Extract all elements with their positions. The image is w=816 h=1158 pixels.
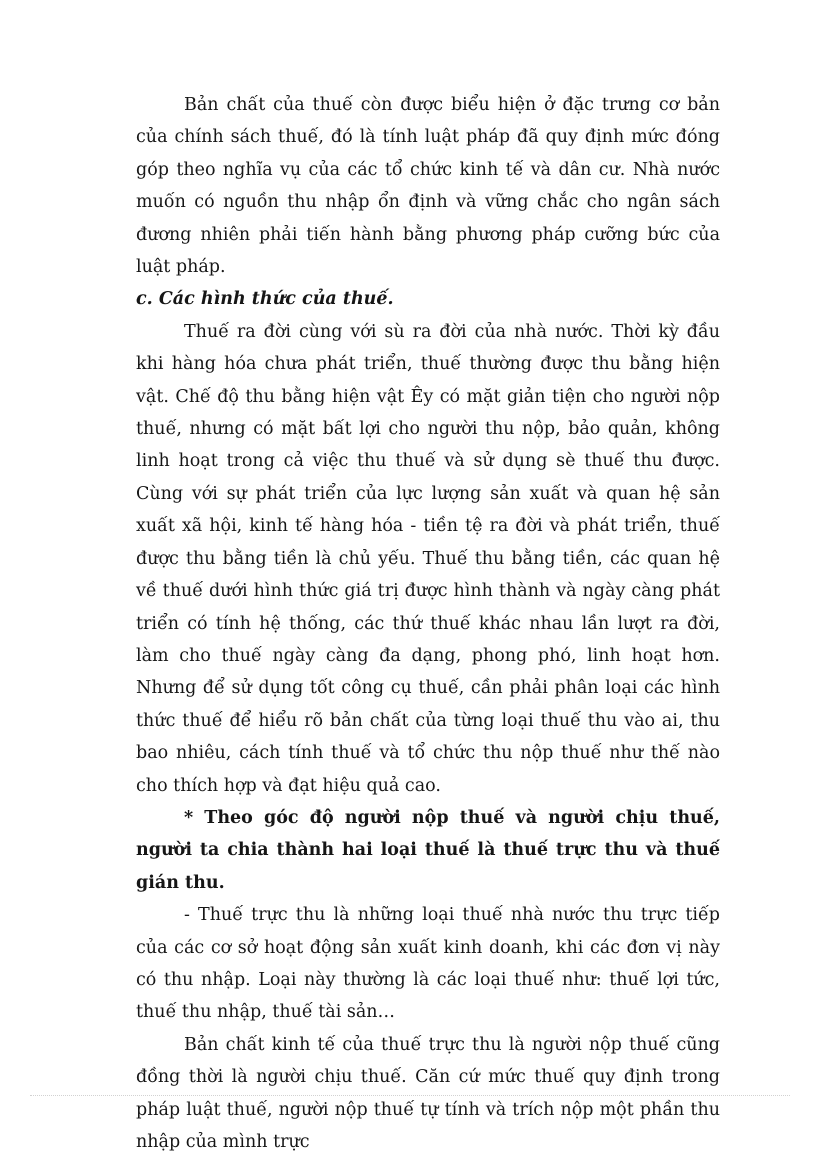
document-body — [136, 89, 720, 1158]
section-heading-tax-forms: c. Các hình thức của thuế. — [136, 289, 394, 310]
paragraph-tax-nature: Bản chất của thuế còn được biểu hiện ở đặc trưng cơ bản của chính sách thuế, đó là tính luật pháp đã quy định mức đóng góp theo nghĩa vụ của các tổ chức kinh tế và dân cư. Nhà nước muốn có nguồn thu nhập ổn định và vững chắc cho ngân sách đương nhiên phải tiến hành bằng phương pháp cưỡng bức của luật pháp. — [136, 95, 720, 278]
paragraph-direct-tax: - Thuế trực thu là những loại thuế nhà nước thu trực tiếp của các cơ sở hoạt động sản xuất kinh doanh, khi các đơn vị này có thu nhập. Loại này thường là các loại thuế như: thuế lợi tức, thuế thu nhập, thuế tài sản… — [136, 905, 720, 1023]
paragraph-direct-tax-nature: Bản chất kinh tế của thuế trực thu là người nộp thuế cũng đồng thời là người chịu thuế. Căn cứ mức thuế quy định trong pháp luật thuế, người nộp thuế tự tính và trích nộp một phần thu nhập của mình trực — [136, 1034, 720, 1152]
paragraph-tax-history: Thuế ra đời cùng với sù ra đời của nhà nước. Thời kỳ đầu khi hàng hóa chưa phát triển, thuế thường được thu bằng hiện vật. Chế độ thu bằng hiện vật Êy có mặt giản tiện cho người nộp thuế, nhưng có mặt bất lợi cho người thu nộp, bảo quản, không linh hoạt trong cả việc thu thuế và sử dụng sè thuế thu được. Cùng với sự phát triển của lực lượng sản xuất và quan hệ sản xuất xã hội, kinh tế hàng hóa - tiền tệ ra đời và phát triển, thuế được thu bằng tiền là chủ yếu. Thuế thu bằng tiền, các quan hệ về thuế dưới hình thức giá trị được hình thành và ngày càng phát triển có tính hệ thống, các thứ thuế khác nhau lần lượt ra đời, làm cho thuế ngày càng đa dạng, phong phó, linh hoạt hơn. Nhưng để sử dụng tốt công cụ thuế, cần phải phân loại các hình thức thuế để hiểu rõ bản chất của từng loại thuế thu vào ai, thu bao nhiêu, cách tính thuế và tổ chức thu nộp thuế như thế nào cho thích hợp và đạt hiệu quả cao. — [136, 321, 720, 796]
footer-divider — [30, 1095, 790, 1096]
paragraph-tax-classification: * Theo góc độ người nộp thuế và người chịu thuế, người ta chia thành hai loại thuế là thuế trực thu và thuế gián thu. — [136, 807, 720, 893]
